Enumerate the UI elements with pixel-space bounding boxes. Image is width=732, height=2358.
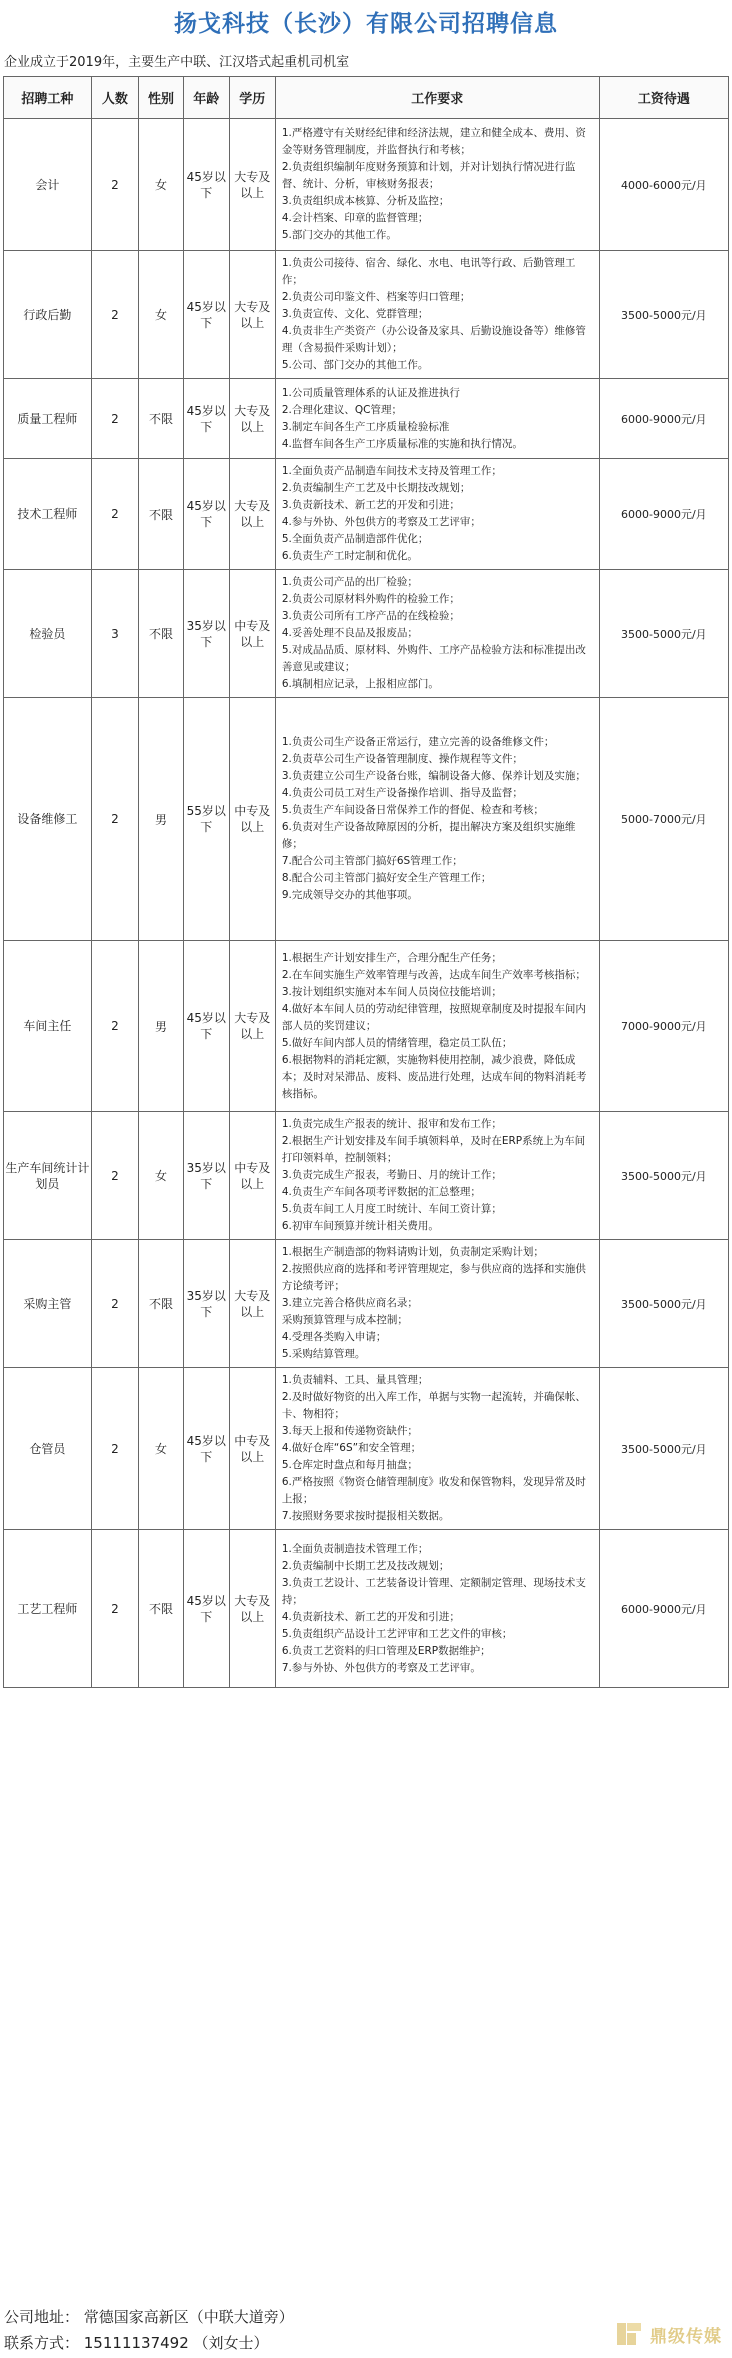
requirement-line: 1.负责公司接待、宿舍、绿化、水电、电讯等行政、后勤管理工作； bbox=[281, 257, 576, 286]
requirement-line: 采购预算管理与成本控制； bbox=[281, 1314, 408, 1326]
contact-info: 联系方式： 15111137492 （刘女士） bbox=[4, 2334, 269, 2352]
requirement-line: 3.负责建立公司生产设备台账，编制设备大修、保养计划及实施； bbox=[281, 770, 586, 782]
requirement-line: 6.填制相应记录，上报相应部门。 bbox=[281, 678, 439, 690]
job-requirements bbox=[275, 379, 599, 459]
job-education: 大专及以上 bbox=[229, 941, 275, 1112]
requirement-line: 6.负责对生产设备故障原因的分析，提出解决方案及组织实施维修； bbox=[281, 821, 576, 850]
job-age: 35岁以下 bbox=[183, 570, 229, 698]
table-row bbox=[4, 941, 729, 1112]
job-position: 车间主任 bbox=[4, 941, 92, 1112]
requirement-line: 6.负责生产工时定制和优化。 bbox=[281, 550, 418, 562]
job-age: 45岁以下 bbox=[183, 1368, 229, 1530]
job-count: 2 bbox=[91, 941, 139, 1112]
job-education: 大专及以上 bbox=[229, 119, 275, 251]
table-row bbox=[4, 1530, 729, 1688]
job-count: 2 bbox=[91, 1112, 139, 1240]
company-intro: 企业成立于2019年，主要生产中联、江汉塔式起重机司机室 bbox=[4, 55, 350, 70]
job-salary: 3500-5000元/月 bbox=[599, 1112, 728, 1240]
job-age: 45岁以下 bbox=[183, 379, 229, 459]
requirement-line: 1.负责完成生产报表的统计、报审和发布工作； bbox=[281, 1118, 502, 1130]
requirement-line: 4.监督车间各生产工序质量标准的实施和执行情况。 bbox=[281, 437, 523, 450]
job-position: 技术工程师 bbox=[4, 459, 92, 570]
job-age: 45岁以下 bbox=[183, 119, 229, 251]
requirement-line: 5.仓库定时盘点和每月抽盘； bbox=[281, 1459, 418, 1471]
job-education: 中专及以上 bbox=[229, 1112, 275, 1240]
requirement-line: 3.负责宣传、文化、党群管理； bbox=[281, 308, 429, 320]
job-salary: 7000-9000元/月 bbox=[599, 941, 728, 1112]
requirement-line: 3.负责组织成本核算、分析及监控； bbox=[281, 195, 450, 207]
jobs-table bbox=[3, 76, 729, 1688]
job-age: 45岁以下 bbox=[183, 941, 229, 1112]
watermark-text: 鼎级传媒 bbox=[650, 2326, 722, 2347]
job-age: 45岁以下 bbox=[183, 459, 229, 570]
requirement-line: 3.制定车间各生产工序质量检验标准 bbox=[281, 420, 450, 433]
requirement-line: 5.部门交办的其他工作。 bbox=[281, 229, 397, 241]
requirement-line: 6.初审车间预算并统计相关费用。 bbox=[281, 1220, 439, 1232]
job-requirements bbox=[275, 1112, 599, 1240]
job-position: 行政后勤 bbox=[4, 251, 92, 379]
requirement-line: 2.负责编制中长期工艺及技改规划； bbox=[281, 1559, 450, 1572]
requirement-line: 2.根据生产计划安排及车间手填领料单，及时在ERP系统上为车间打印领料单，控制领料； bbox=[281, 1135, 586, 1164]
requirement-line: 2.负责编制生产工艺及中长期技改规划； bbox=[281, 482, 471, 494]
job-salary: 6000-9000元/月 bbox=[599, 459, 728, 570]
table-row bbox=[4, 570, 729, 698]
requirement-line: 4.负责生产车间各项考评数据的汇总整理； bbox=[281, 1186, 481, 1198]
job-position: 生产车间统计计划员 bbox=[4, 1112, 92, 1240]
requirement-line: 5.负责组织产品设计工艺评审和工艺文件的审核； bbox=[281, 1627, 513, 1640]
requirement-line: 4.参与外协、外包供方的考察及工艺评审； bbox=[281, 516, 481, 528]
requirement-line: 1.负责公司产品的出厂检验； bbox=[281, 576, 418, 588]
job-age: 55岁以下 bbox=[183, 698, 229, 941]
job-salary: 3500-5000元/月 bbox=[599, 1368, 728, 1530]
requirement-line: 4.妥善处理不良品及报废品； bbox=[281, 627, 418, 639]
job-age: 45岁以下 bbox=[183, 1530, 229, 1688]
job-position: 仓管员 bbox=[4, 1368, 92, 1530]
requirement-line: 6.严格按照《物资仓储管理制度》收发和保管物料，发现异常及时上报； bbox=[281, 1476, 586, 1505]
requirement-line: 2.合理化建议、QC管理； bbox=[281, 403, 402, 416]
table-row bbox=[4, 119, 729, 251]
requirement-line: 1.根据生产制造部的物料请购计划，负责制定采购计划； bbox=[281, 1246, 544, 1258]
job-salary: 5000-7000元/月 bbox=[599, 698, 728, 941]
requirement-line: 3.负责公司所有工序产品的在线检验； bbox=[281, 610, 460, 622]
job-count: 2 bbox=[91, 1368, 139, 1530]
requirement-line: 5.负责生产车间设备日常保养工作的督促、检查和考核； bbox=[281, 804, 544, 816]
requirement-line: 3.负责完成生产报表，考勤日、月的统计工作； bbox=[281, 1169, 502, 1181]
job-gender: 女 bbox=[139, 251, 184, 379]
requirement-line: 1.全面负责制造技术管理工作； bbox=[281, 1542, 429, 1555]
job-count: 2 bbox=[91, 1530, 139, 1688]
job-gender: 女 bbox=[139, 119, 184, 251]
watermark bbox=[614, 2316, 722, 2352]
job-education: 大专及以上 bbox=[229, 1530, 275, 1688]
requirement-line: 1.负责辅料、工具、量具管理； bbox=[281, 1374, 429, 1386]
requirement-line: 2.按照供应商的选择和考评管理规定，参与供应商的选择和实施供方论绩考评； bbox=[281, 1263, 586, 1292]
job-gender: 男 bbox=[139, 698, 184, 941]
header-requirements: 工作要求 bbox=[275, 77, 599, 119]
job-position: 工艺工程师 bbox=[4, 1530, 92, 1688]
requirement-line: 3.负责新技术、新工艺的开发和引进； bbox=[281, 499, 460, 511]
job-requirements bbox=[275, 251, 599, 379]
job-requirements bbox=[275, 459, 599, 570]
job-gender: 女 bbox=[139, 1112, 184, 1240]
job-salary: 6000-9000元/月 bbox=[599, 379, 728, 459]
job-requirements bbox=[275, 1530, 599, 1688]
requirement-line: 3.按计划组织实施对本车间人员岗位技能培训； bbox=[281, 985, 502, 998]
requirement-line: 3.负责工艺设计、工艺装备设计管理、定额制定管理、现场技术支持； bbox=[281, 1576, 586, 1606]
requirement-line: 3.每天上报和传递物资缺件； bbox=[281, 1425, 418, 1437]
job-age: 35岁以下 bbox=[183, 1240, 229, 1368]
job-education: 大专及以上 bbox=[229, 459, 275, 570]
table-row bbox=[4, 251, 729, 379]
requirement-line: 7.按照财务要求按时提报相关数据。 bbox=[281, 1510, 450, 1522]
job-gender: 不限 bbox=[139, 570, 184, 698]
table-row bbox=[4, 1112, 729, 1240]
table-row bbox=[4, 1368, 729, 1530]
job-salary: 4000-6000元/月 bbox=[599, 119, 728, 251]
job-count: 2 bbox=[91, 251, 139, 379]
table-row bbox=[4, 698, 729, 941]
job-requirements bbox=[275, 570, 599, 698]
requirement-line: 6.负责工艺资料的归口管理及ERP数据维护； bbox=[281, 1644, 491, 1657]
header-position: 招聘工种 bbox=[4, 77, 92, 119]
job-education: 中专及以上 bbox=[229, 1368, 275, 1530]
job-education: 大专及以上 bbox=[229, 1240, 275, 1368]
requirement-line: 4.负责非生产类资产（办公设备及家具、后勤设施设备等）维修管理（含易损件采购计划）； bbox=[281, 325, 586, 354]
job-requirements bbox=[275, 1240, 599, 1368]
job-position: 采购主管 bbox=[4, 1240, 92, 1368]
job-education: 中专及以上 bbox=[229, 570, 275, 698]
job-age: 35岁以下 bbox=[183, 1112, 229, 1240]
requirement-line: 9.完成领导交办的其他事项。 bbox=[281, 889, 418, 901]
requirement-line: 2.负责草公司生产设备管理制度、操作规程等文件； bbox=[281, 753, 523, 765]
requirement-line: 2.负责公司原材料外购件的检验工作； bbox=[281, 593, 460, 605]
job-gender: 不限 bbox=[139, 1240, 184, 1368]
requirement-line: 1.根据生产计划安排生产，合理分配生产任务； bbox=[281, 951, 502, 964]
job-gender: 女 bbox=[139, 1368, 184, 1530]
job-salary: 3500-5000元/月 bbox=[599, 1240, 728, 1368]
requirement-line: 2.负责组织编制年度财务预算和计划，并对计划执行情况进行监督、统计、分析，审核财务报表； bbox=[281, 161, 576, 190]
header-age: 年龄 bbox=[183, 77, 229, 119]
job-gender: 不限 bbox=[139, 459, 184, 570]
requirement-line: 2.在车间实施生产效率管理与改善，达成车间生产效率考核指标； bbox=[281, 968, 586, 981]
page-title: 扬戈科技（长沙）有限公司招聘信息 bbox=[174, 10, 558, 37]
table-row bbox=[4, 1240, 729, 1368]
job-requirements bbox=[275, 941, 599, 1112]
company-address: 公司地址： 常德国家高新区（中联大道旁） bbox=[4, 2308, 294, 2326]
requirement-line: 1.负责公司生产设备正常运行，建立完善的设备维修文件； bbox=[281, 736, 555, 748]
header-education: 学历 bbox=[229, 77, 275, 119]
table-header-row bbox=[4, 77, 729, 119]
requirement-line: 2.及时做好物资的出入库工作，单据与实物一起流转，并确保帐、卡、物相符； bbox=[281, 1391, 586, 1420]
header-count: 人数 bbox=[91, 77, 139, 119]
requirement-line: 8.配合公司主管部门搞好安全生产管理工作； bbox=[281, 872, 492, 884]
table-row bbox=[4, 379, 729, 459]
job-salary: 3500-5000元/月 bbox=[599, 570, 728, 698]
job-age: 45岁以下 bbox=[183, 251, 229, 379]
job-count: 3 bbox=[91, 570, 139, 698]
requirement-line: 5.对成品品质、原材料、外购件、工序产品检验方法和标准提出改善意见或建议； bbox=[281, 644, 586, 673]
header-gender: 性别 bbox=[139, 77, 184, 119]
job-education: 大专及以上 bbox=[229, 251, 275, 379]
job-position: 质量工程师 bbox=[4, 379, 92, 459]
requirement-line: 7.配合公司主管部门搞好6S管理工作； bbox=[281, 855, 463, 867]
job-education: 中专及以上 bbox=[229, 698, 275, 941]
requirement-line: 4.受理各类购入申请； bbox=[281, 1331, 387, 1343]
job-requirements bbox=[275, 1368, 599, 1530]
job-count: 2 bbox=[91, 379, 139, 459]
requirement-line: 1.严格遵守有关财经纪律和经济法规，建立和健全成本、费用、资金等财务管理制度，并监督执行和考核； bbox=[281, 127, 586, 156]
requirement-line: 5.做好车间内部人员的情绪管理，稳定员工队伍； bbox=[281, 1036, 513, 1049]
watermark-logo-icon bbox=[614, 2319, 644, 2349]
requirement-line: 4.做好仓库“6S”和安全管理； bbox=[281, 1442, 422, 1454]
job-count: 2 bbox=[91, 698, 139, 941]
table-row bbox=[4, 459, 729, 570]
requirement-line: 5.公司、部门交办的其他工作。 bbox=[281, 359, 429, 371]
requirement-line: 4.会计档案、印章的监督管理； bbox=[281, 212, 429, 224]
job-count: 2 bbox=[91, 119, 139, 251]
job-position: 检验员 bbox=[4, 570, 92, 698]
job-education: 大专及以上 bbox=[229, 379, 275, 459]
requirement-line: 4.做好本车间人员的劳动纪律管理，按照规章制度及时提报车间内部人员的奖罚建议； bbox=[281, 1002, 586, 1032]
job-requirements bbox=[275, 119, 599, 251]
requirement-line: 4.负责新技术、新工艺的开发和引进； bbox=[281, 1610, 460, 1623]
job-gender: 不限 bbox=[139, 1530, 184, 1688]
job-count: 2 bbox=[91, 1240, 139, 1368]
requirement-line: 7.参与外协、外包供方的考察及工艺评审。 bbox=[281, 1661, 481, 1674]
requirement-line: 5.全面负责产品制造部件优化； bbox=[281, 533, 429, 545]
job-salary: 3500-5000元/月 bbox=[599, 251, 728, 379]
job-gender: 不限 bbox=[139, 379, 184, 459]
job-gender: 男 bbox=[139, 941, 184, 1112]
requirement-line: 1.公司质量管理体系的认证及推进执行 bbox=[281, 386, 460, 399]
header-salary: 工资待遇 bbox=[599, 77, 728, 119]
requirement-line: 1.全面负责产品制造车间技术支持及管理工作； bbox=[281, 465, 502, 477]
job-count: 2 bbox=[91, 459, 139, 570]
job-position: 会计 bbox=[4, 119, 92, 251]
requirement-line: 2.负责公司印鉴文件、档案等归口管理； bbox=[281, 291, 471, 303]
job-position: 设备维修工 bbox=[4, 698, 92, 941]
job-requirements bbox=[275, 698, 599, 941]
requirement-line: 3.建立完善合格供应商名录； bbox=[281, 1297, 418, 1309]
requirement-line: 6.根据物料的消耗定额，实施物料使用控制，减少浪费，降低成本；及时对呆滞品、废料、废品进行处理，达成车间的物料消耗考核指标。 bbox=[281, 1053, 587, 1100]
requirement-line: 5.采购结算管理。 bbox=[281, 1348, 366, 1360]
requirement-line: 4.负责公司员工对生产设备操作培训、指导及监督； bbox=[281, 787, 523, 799]
job-salary: 6000-9000元/月 bbox=[599, 1530, 728, 1688]
requirement-line: 5.负责车间工人月度工时统计、车间工资计算； bbox=[281, 1203, 502, 1215]
